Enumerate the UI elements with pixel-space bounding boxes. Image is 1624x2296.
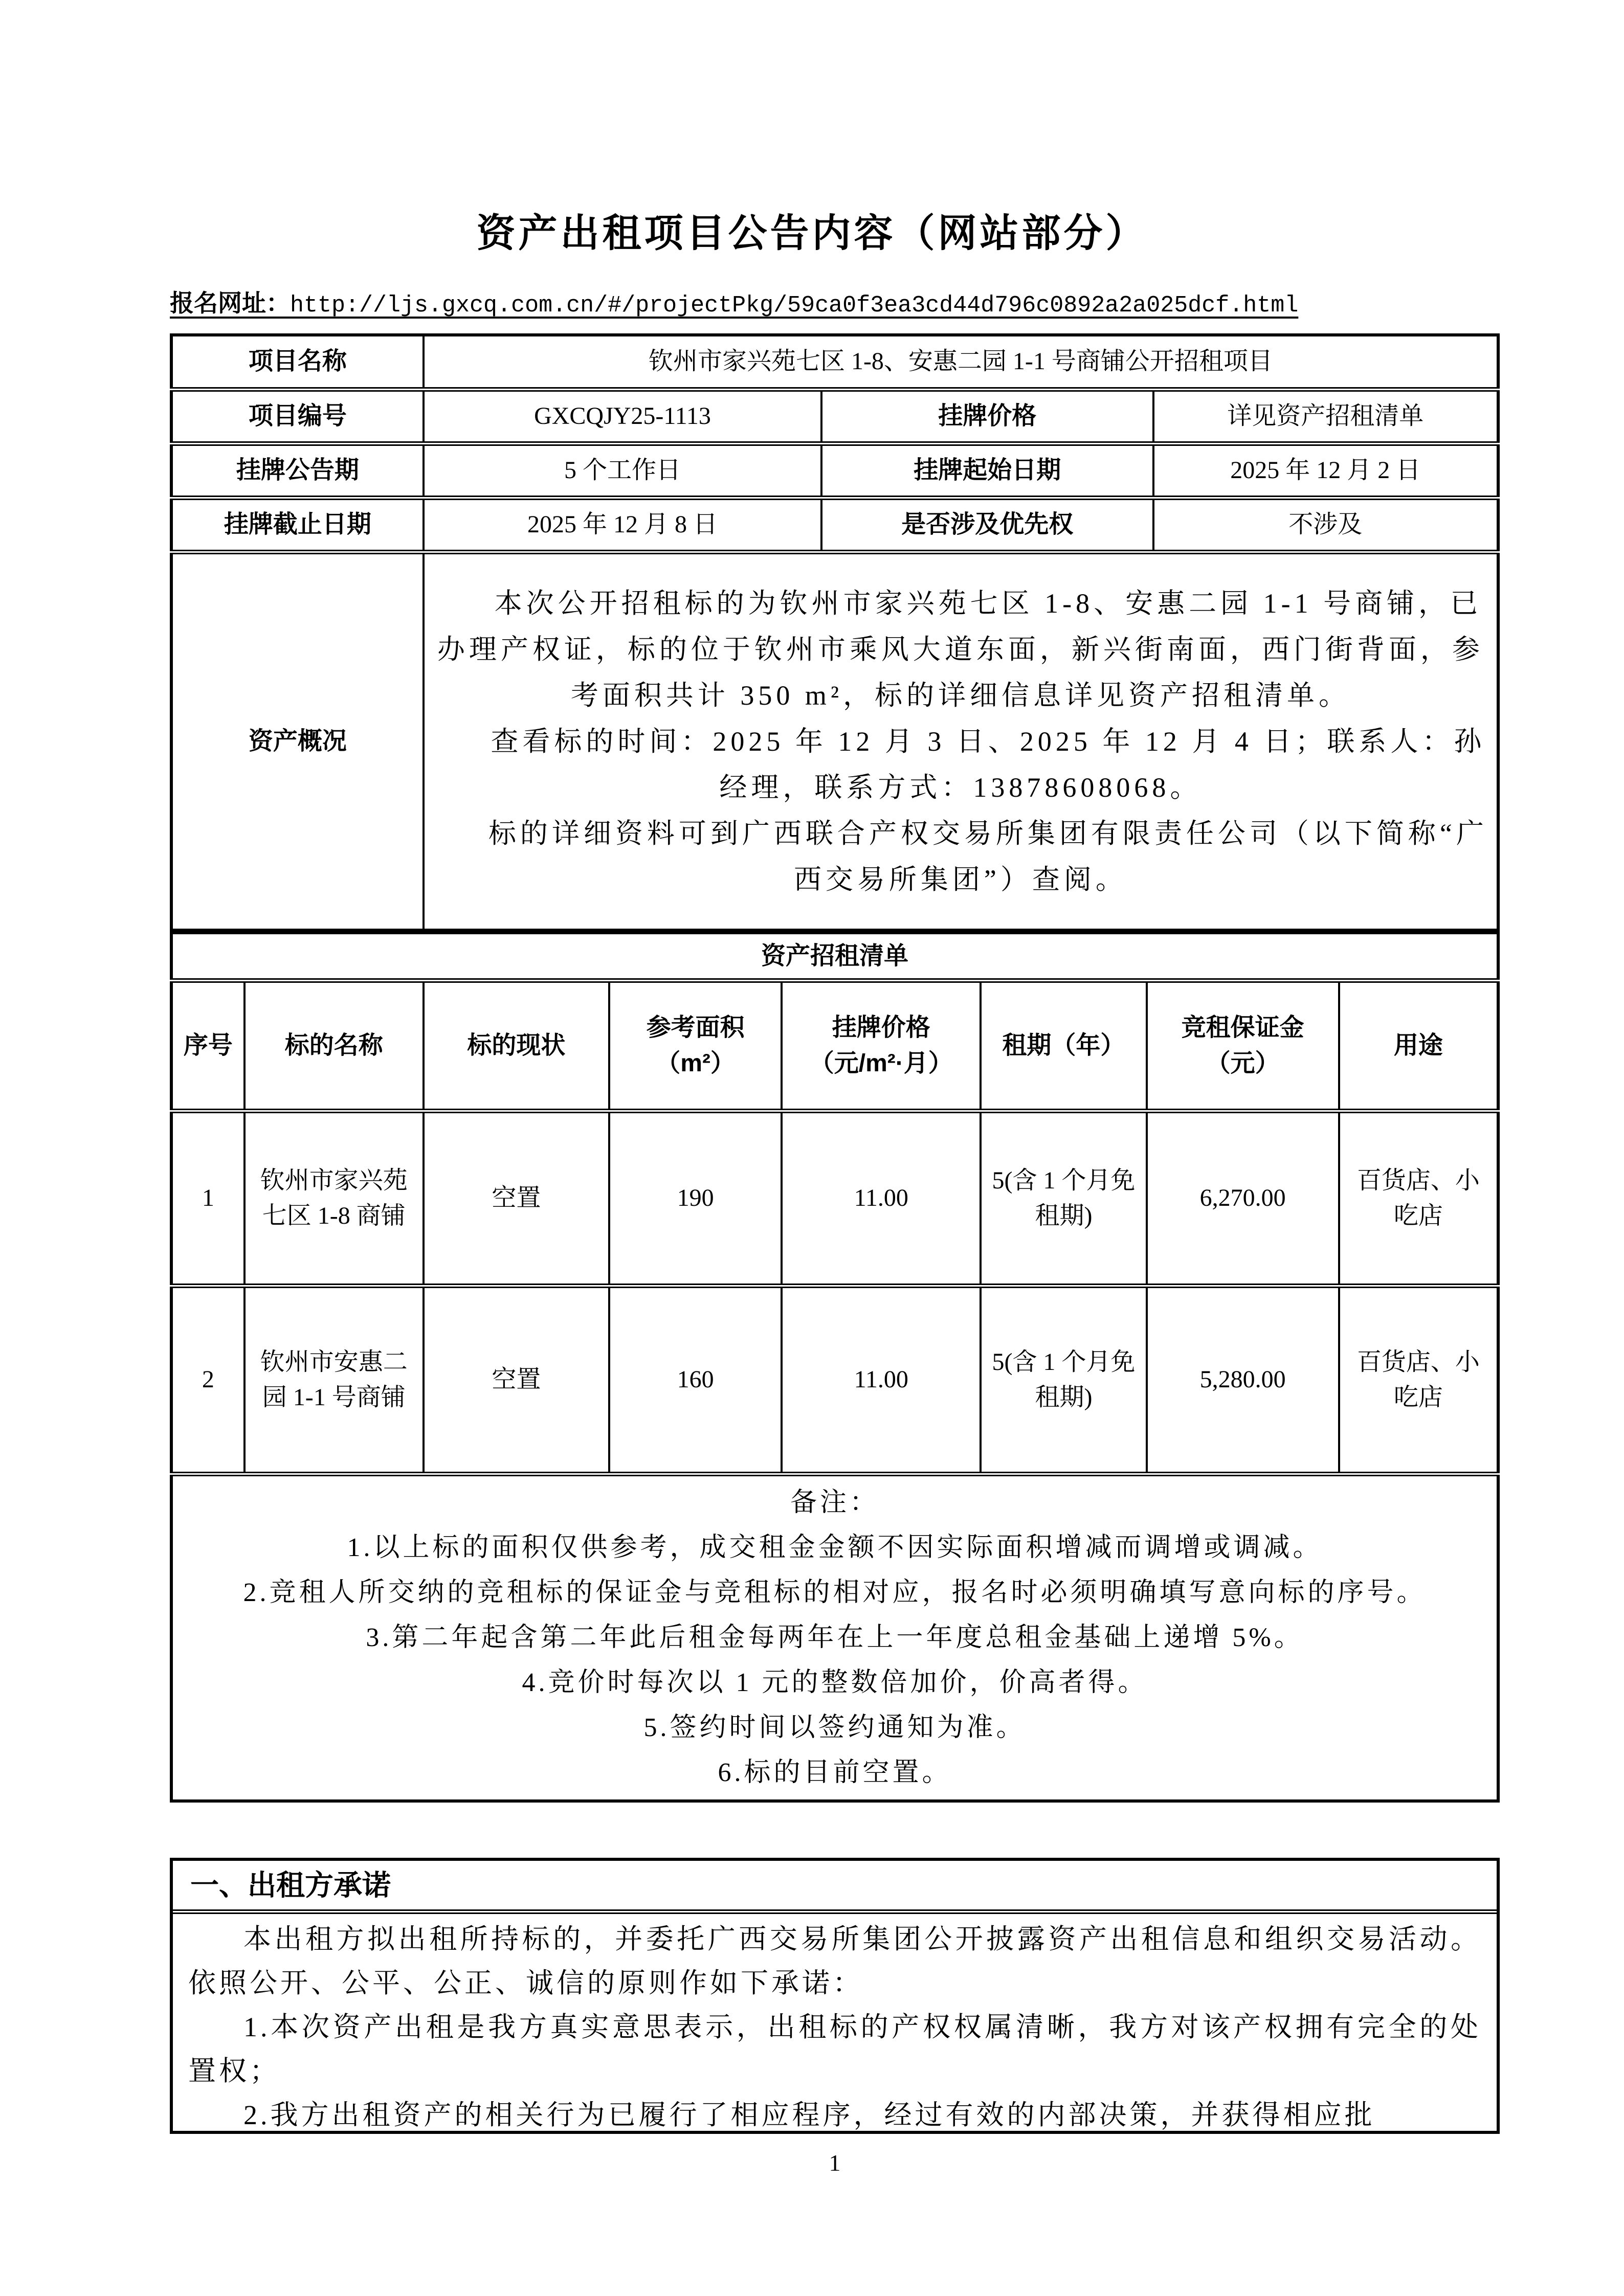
notes-cell (171, 1474, 1498, 1801)
page-title: 资产出租项目公告内容（网站部分） (476, 212, 1148, 255)
commitment-paragraph: 1.本次资产出租是我方真实意思表示，出租标的产权权属清晰，我方对该产权拥有完全的处置权； (188, 2012, 1481, 2087)
lessor-commitment-section (170, 1858, 1500, 2134)
project-name-label: 项目名称 (171, 335, 424, 389)
cell-deposit: 5,280.00 (1147, 1286, 1339, 1474)
note-item: 6.标的目前空置。 (718, 1758, 952, 1787)
start-date-label: 挂牌起始日期 (821, 443, 1153, 498)
asset-overview-text (424, 552, 1498, 930)
table-row (171, 1286, 1498, 1474)
col-header-name: 标的名称 (244, 980, 424, 1111)
project-info-table (170, 333, 1500, 932)
project-number-label: 项目编号 (171, 389, 424, 443)
document-content (170, 288, 1500, 2176)
start-date-value: 2025 年 12 月 2 日 (1153, 443, 1498, 498)
cell-usage: 百货店、小吃店 (1339, 1286, 1498, 1474)
cell-deposit: 6,270.00 (1147, 1111, 1339, 1286)
section-body (173, 1914, 1497, 2131)
cell-area: 160 (609, 1286, 782, 1474)
notes-label: 备注： (790, 1488, 879, 1517)
listing-price-value: 详见资产招租清单 (1153, 389, 1498, 443)
note-item: 1.以上标的面积仅供参考，成交租金金额不因实际面积增减而调增或调减。 (347, 1533, 1323, 1562)
cell-seq: 2 (171, 1286, 244, 1474)
cell-price: 11.00 (782, 1286, 981, 1474)
overview-paragraph: 查看标的时间：2025 年 12 月 3 日、2025 年 12 月 4 日；联系人：孙经理，联系方式：13878608068。 (491, 726, 1486, 803)
cell-status: 空置 (424, 1286, 609, 1474)
table-row (171, 933, 1498, 981)
priority-right-label: 是否涉及优先权 (821, 498, 1153, 552)
table-row (171, 389, 1498, 443)
end-date-value: 2025 年 12 月 8 日 (424, 498, 821, 552)
table-row (171, 443, 1498, 498)
col-header-deposit: 竞租保证金（元） (1147, 980, 1339, 1111)
col-header-seq: 序号 (171, 980, 244, 1111)
commitment-paragraph: 本出租方拟出租所持标的，并委托广西交易所集团公开披露资产出租信息和组织交易活动。依照公开、公平、公正、诚信的原则作如下承诺： (188, 1924, 1481, 1999)
overview-paragraph: 标的详细资料可到广西联合产权交易所集团有限责任公司（以下简称“广西交易所集团”）查阅。 (488, 818, 1488, 895)
project-number-value: GXCQJY25-1113 (424, 389, 821, 443)
section-heading: 一、出租方承诺 (173, 1861, 1497, 1914)
cell-term: 5(含 1 个月免租期) (981, 1286, 1146, 1474)
col-header-price: 挂牌价格（元/m²·月） (782, 980, 981, 1111)
table-row (171, 498, 1498, 552)
page-number: 1 (829, 2150, 841, 2176)
url-label: 报名网址： (170, 289, 290, 317)
col-header-term: 租期（年） (981, 980, 1146, 1111)
col-header-area: 参考面积（m²） (609, 980, 782, 1111)
cell-status: 空置 (424, 1111, 609, 1286)
cell-term: 5(含 1 个月免租期) (981, 1111, 1146, 1286)
cell-seq: 1 (171, 1111, 244, 1286)
col-header-status: 标的现状 (424, 980, 609, 1111)
table-row (171, 1474, 1498, 1801)
table-row (171, 1111, 1498, 1286)
note-item: 2.竞租人所交纳的竞租标的保证金与竞租标的相对应，报名时必须明确填写意向标的序号。 (243, 1578, 1427, 1607)
end-date-label: 挂牌截止日期 (171, 498, 424, 552)
announcement-period-label: 挂牌公告期 (171, 443, 424, 498)
note-item: 5.签约时间以签约通知为准。 (643, 1713, 1026, 1742)
listing-section-title: 资产招租清单 (171, 933, 1498, 981)
cell-usage: 百货店、小吃店 (1339, 1111, 1498, 1286)
overview-paragraph: 本次公开招租标的为钦州市家兴苑七区 1-8、安惠二园 1-1 号商铺，已办理产权证，标的位于钦州市乘风大道东面，新兴街南面，西门街背面，参考面积共计 350 m²，标的详细信息详见资产招租清单。 (437, 588, 1484, 711)
table-header-row (171, 980, 1498, 1111)
priority-right-value: 不涉及 (1153, 498, 1498, 552)
cell-price: 11.00 (782, 1111, 981, 1286)
listing-price-label: 挂牌价格 (821, 389, 1153, 443)
cell-name: 钦州市家兴苑七区 1-8 商铺 (244, 1111, 424, 1286)
table-row (171, 335, 1498, 389)
registration-url-line (170, 288, 1500, 321)
note-item: 4.竞价时每次以 1 元的整数倍加价，价高者得。 (522, 1668, 1148, 1697)
registration-url-link[interactable]: http://ljs.gxcq.com.cn/#/projectPkg/59ca0f3ea3cd44d796c0892a2a025dcf.html (290, 292, 1299, 319)
note-item: 3.第二年起含第二年此后租金每两年在上一年度总租金基础上递增 5%。 (366, 1623, 1304, 1652)
col-header-usage: 用途 (1339, 980, 1498, 1111)
cell-name: 钦州市安惠二园 1-1 号商铺 (244, 1286, 424, 1474)
project-name-value: 钦州市家兴苑七区 1-8、安惠二园 1-1 号商铺公开招租项目 (424, 335, 1498, 389)
table-row (171, 552, 1498, 930)
asset-listing-table (170, 932, 1500, 1803)
asset-overview-label: 资产概况 (171, 552, 424, 930)
cell-area: 190 (609, 1111, 782, 1286)
announcement-period-value: 5 个工作日 (424, 443, 821, 498)
commitment-paragraph: 2.我方出租资产的相关行为已履行了相应程序，经过有效的内部决策，并获得相应批 (243, 2100, 1375, 2131)
